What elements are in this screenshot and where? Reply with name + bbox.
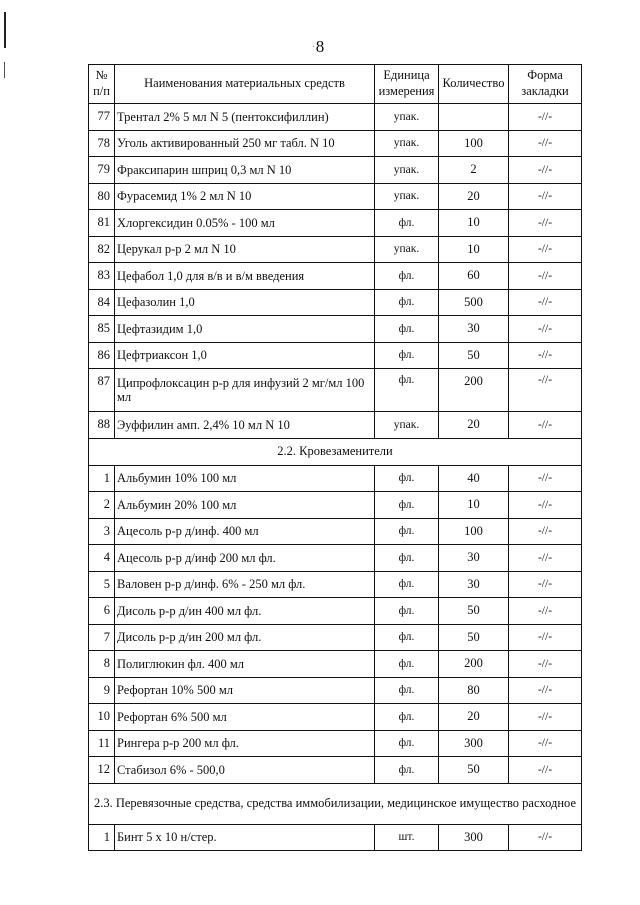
cell-quantity: 50 xyxy=(439,598,509,625)
cell-number: 82 xyxy=(89,236,115,263)
table-row xyxy=(89,342,582,369)
cell-number: 2 xyxy=(89,492,115,519)
cell-number: 83 xyxy=(89,263,115,290)
cell-form: -//- xyxy=(509,157,582,184)
cell-quantity: 50 xyxy=(439,624,509,651)
table-row xyxy=(89,824,582,851)
cell-quantity: 10 xyxy=(439,492,509,519)
table-row xyxy=(89,651,582,678)
cell-quantity: 100 xyxy=(439,518,509,545)
cell-form: -//- xyxy=(509,104,582,131)
table-row xyxy=(89,624,582,651)
table-row xyxy=(89,263,582,290)
cell-quantity: 80 xyxy=(439,677,509,704)
cell-number: 86 xyxy=(89,342,115,369)
cell-name: Стабизол 6% - 500,0 xyxy=(115,757,375,784)
cell-name: Трентал 2% 5 мл N 5 (пентоксифиллин) xyxy=(115,104,375,131)
table-row xyxy=(89,598,582,625)
cell-unit: фл. xyxy=(375,571,439,598)
cell-number: 10 xyxy=(89,704,115,731)
cell-form: -//- xyxy=(509,316,582,343)
cell-quantity: 500 xyxy=(439,289,509,316)
cell-quantity: 300 xyxy=(439,730,509,757)
table-body-blood-substitutes xyxy=(89,465,582,783)
table-row xyxy=(89,704,582,731)
cell-name: Ацесоль р-р д/инф. 400 мл xyxy=(115,518,375,545)
cell-number: 78 xyxy=(89,130,115,157)
cell-name: Ацесоль р-р д/инф 200 мл фл. xyxy=(115,545,375,572)
table-row xyxy=(89,130,582,157)
cell-unit: фл. xyxy=(375,757,439,784)
cell-form: -//- xyxy=(509,651,582,678)
cell-number: 3 xyxy=(89,518,115,545)
section-title-dressings: 2.3. Перевязочные средства, средства иммобилизации, медицинское имущество расходное xyxy=(89,783,582,824)
section-b-header xyxy=(89,438,582,465)
cell-name: Фраксипарин шприц 0,3 мл N 10 xyxy=(115,157,375,184)
cell-unit: фл. xyxy=(375,624,439,651)
table-row xyxy=(89,492,582,519)
table-body-dressings xyxy=(89,824,582,851)
cell-form: -//- xyxy=(509,492,582,519)
cell-form: -//- xyxy=(509,289,582,316)
cell-quantity: 200 xyxy=(439,651,509,678)
cell-form: -//- xyxy=(509,730,582,757)
cell-quantity: 30 xyxy=(439,545,509,572)
page-number: 8 xyxy=(315,37,325,56)
table-row xyxy=(89,210,582,237)
cell-quantity: 50 xyxy=(439,342,509,369)
cell-number: 5 xyxy=(89,571,115,598)
cell-quantity: 10 xyxy=(439,210,509,237)
cell-number: 85 xyxy=(89,316,115,343)
cell-number: 84 xyxy=(89,289,115,316)
cell-number: 7 xyxy=(89,624,115,651)
cell-form: -//- xyxy=(509,412,582,439)
cell-name: Рингера р-р 200 мл фл. xyxy=(115,730,375,757)
cell-form: -//- xyxy=(509,624,582,651)
cell-unit: фл. xyxy=(375,704,439,731)
cell-quantity: 20 xyxy=(439,183,509,210)
cell-unit: шт. xyxy=(375,824,439,851)
cell-quantity: 10 xyxy=(439,236,509,263)
cell-quantity: 40 xyxy=(439,465,509,492)
cell-quantity: 50 xyxy=(439,757,509,784)
cell-name: Ципрофлоксацин р-р для инфузий 2 мг/мл 100 мл xyxy=(115,369,375,412)
cell-number: 87 xyxy=(89,369,115,412)
table-row xyxy=(89,412,582,439)
table-row xyxy=(89,236,582,263)
cell-number: 81 xyxy=(89,210,115,237)
header-form: Форма закладки xyxy=(509,65,582,104)
cell-quantity: 2 xyxy=(439,157,509,184)
table-row xyxy=(89,316,582,343)
scan-dot: · xyxy=(312,42,316,53)
cell-unit: фл. xyxy=(375,289,439,316)
cell-form: -//- xyxy=(509,210,582,237)
cell-number: 79 xyxy=(89,157,115,184)
cell-name: Церукал р-р 2 мл N 10 xyxy=(115,236,375,263)
cell-unit: фл. xyxy=(375,598,439,625)
cell-form: -//- xyxy=(509,677,582,704)
table-row xyxy=(89,157,582,184)
cell-quantity: 60 xyxy=(439,263,509,290)
cell-unit: упак. xyxy=(375,236,439,263)
cell-form: -//- xyxy=(509,571,582,598)
cell-unit: фл. xyxy=(375,263,439,290)
section-row xyxy=(89,438,582,465)
table-row xyxy=(89,518,582,545)
cell-unit: фл. xyxy=(375,545,439,572)
cell-unit: фл. xyxy=(375,316,439,343)
cell-form: -//- xyxy=(509,342,582,369)
cell-form: -//- xyxy=(509,704,582,731)
cell-number: 88 xyxy=(89,412,115,439)
cell-form: -//- xyxy=(509,518,582,545)
cell-number: 1 xyxy=(89,824,115,851)
cell-number: 9 xyxy=(89,677,115,704)
header-unit: Единица измерения xyxy=(375,65,439,104)
header-name: Наименования материальных средств xyxy=(115,65,375,104)
cell-unit: упак. xyxy=(375,412,439,439)
cell-form: -//- xyxy=(509,545,582,572)
cell-form: -//- xyxy=(509,263,582,290)
table-row xyxy=(89,289,582,316)
cell-unit: упак. xyxy=(375,183,439,210)
cell-form: -//- xyxy=(509,465,582,492)
table-row xyxy=(89,730,582,757)
cell-name: Хлоргексидин 0.05% - 100 мл xyxy=(115,210,375,237)
cell-number: 80 xyxy=(89,183,115,210)
cell-name: Цефабол 1,0 для в/в и в/м введения xyxy=(115,263,375,290)
cell-form: -//- xyxy=(509,757,582,784)
cell-quantity xyxy=(439,104,509,131)
cell-unit: упак. xyxy=(375,130,439,157)
header-num: № п/п xyxy=(89,65,115,104)
cell-quantity: 300 xyxy=(439,824,509,851)
cell-unit: фл. xyxy=(375,518,439,545)
cell-name: Рефортан 10% 500 мл xyxy=(115,677,375,704)
cell-quantity: 200 xyxy=(439,369,509,412)
cell-number: 8 xyxy=(89,651,115,678)
cell-number: 77 xyxy=(89,104,115,131)
table-row xyxy=(89,677,582,704)
cell-form: -//- xyxy=(509,598,582,625)
cell-form: -//- xyxy=(509,183,582,210)
scan-margin-mark xyxy=(4,62,5,78)
cell-name: Цефтазидим 1,0 xyxy=(115,316,375,343)
cell-unit: фл. xyxy=(375,651,439,678)
cell-form: -//- xyxy=(509,824,582,851)
cell-name: Эуффилин амп. 2,4% 10 мл N 10 xyxy=(115,412,375,439)
cell-number: 1 xyxy=(89,465,115,492)
cell-quantity: 100 xyxy=(439,130,509,157)
cell-name: Альбумин 10% 100 мл xyxy=(115,465,375,492)
cell-number: 4 xyxy=(89,545,115,572)
cell-unit: упак. xyxy=(375,104,439,131)
table-row xyxy=(89,757,582,784)
cell-quantity: 20 xyxy=(439,704,509,731)
table-body-medicines xyxy=(89,104,582,439)
table-row xyxy=(89,545,582,572)
cell-name: Дисоль р-р д/ин 400 мл фл. xyxy=(115,598,375,625)
cell-name: Альбумин 20% 100 мл xyxy=(115,492,375,519)
cell-name: Фурасемид 1% 2 мл N 10 xyxy=(115,183,375,210)
cell-unit: упак. xyxy=(375,157,439,184)
cell-unit: фл. xyxy=(375,677,439,704)
header-qty: Количество xyxy=(439,65,509,104)
cell-number: 6 xyxy=(89,598,115,625)
cell-form: -//- xyxy=(509,236,582,263)
section-row xyxy=(89,783,582,824)
cell-number: 11 xyxy=(89,730,115,757)
section-c-header xyxy=(89,783,582,824)
cell-form: -//- xyxy=(509,369,582,412)
table-row xyxy=(89,369,582,412)
cell-name: Полиглюкин фл. 400 мл xyxy=(115,651,375,678)
table-row xyxy=(89,183,582,210)
table-header-row xyxy=(89,65,582,104)
cell-quantity: 20 xyxy=(439,412,509,439)
cell-unit: фл. xyxy=(375,342,439,369)
cell-unit: фл. xyxy=(375,730,439,757)
cell-name: Цефтриаксон 1,0 xyxy=(115,342,375,369)
cell-name: Валовен р-р д/инф. 6% - 250 мл фл. xyxy=(115,571,375,598)
cell-number: 12 xyxy=(89,757,115,784)
cell-name: Рефортан 6% 500 мл xyxy=(115,704,375,731)
table-row xyxy=(89,465,582,492)
cell-unit: фл. xyxy=(375,465,439,492)
section-title-blood-substitutes: 2.2. Кровезаменители xyxy=(89,438,582,465)
cell-form: -//- xyxy=(509,130,582,157)
cell-unit: фл. xyxy=(375,210,439,237)
cell-unit: фл. xyxy=(375,492,439,519)
cell-name: Цефазолин 1,0 xyxy=(115,289,375,316)
cell-quantity: 30 xyxy=(439,571,509,598)
table-row xyxy=(89,104,582,131)
materials-table xyxy=(88,64,582,851)
cell-name: Дисоль р-р д/ин 200 мл фл. xyxy=(115,624,375,651)
cell-quantity: 30 xyxy=(439,316,509,343)
cell-name: Уголь активированный 250 мг табл. N 10 xyxy=(115,130,375,157)
cell-unit: фл. xyxy=(375,369,439,412)
cell-name: Бинт 5 х 10 н/стер. xyxy=(115,824,375,851)
table-row xyxy=(89,571,582,598)
